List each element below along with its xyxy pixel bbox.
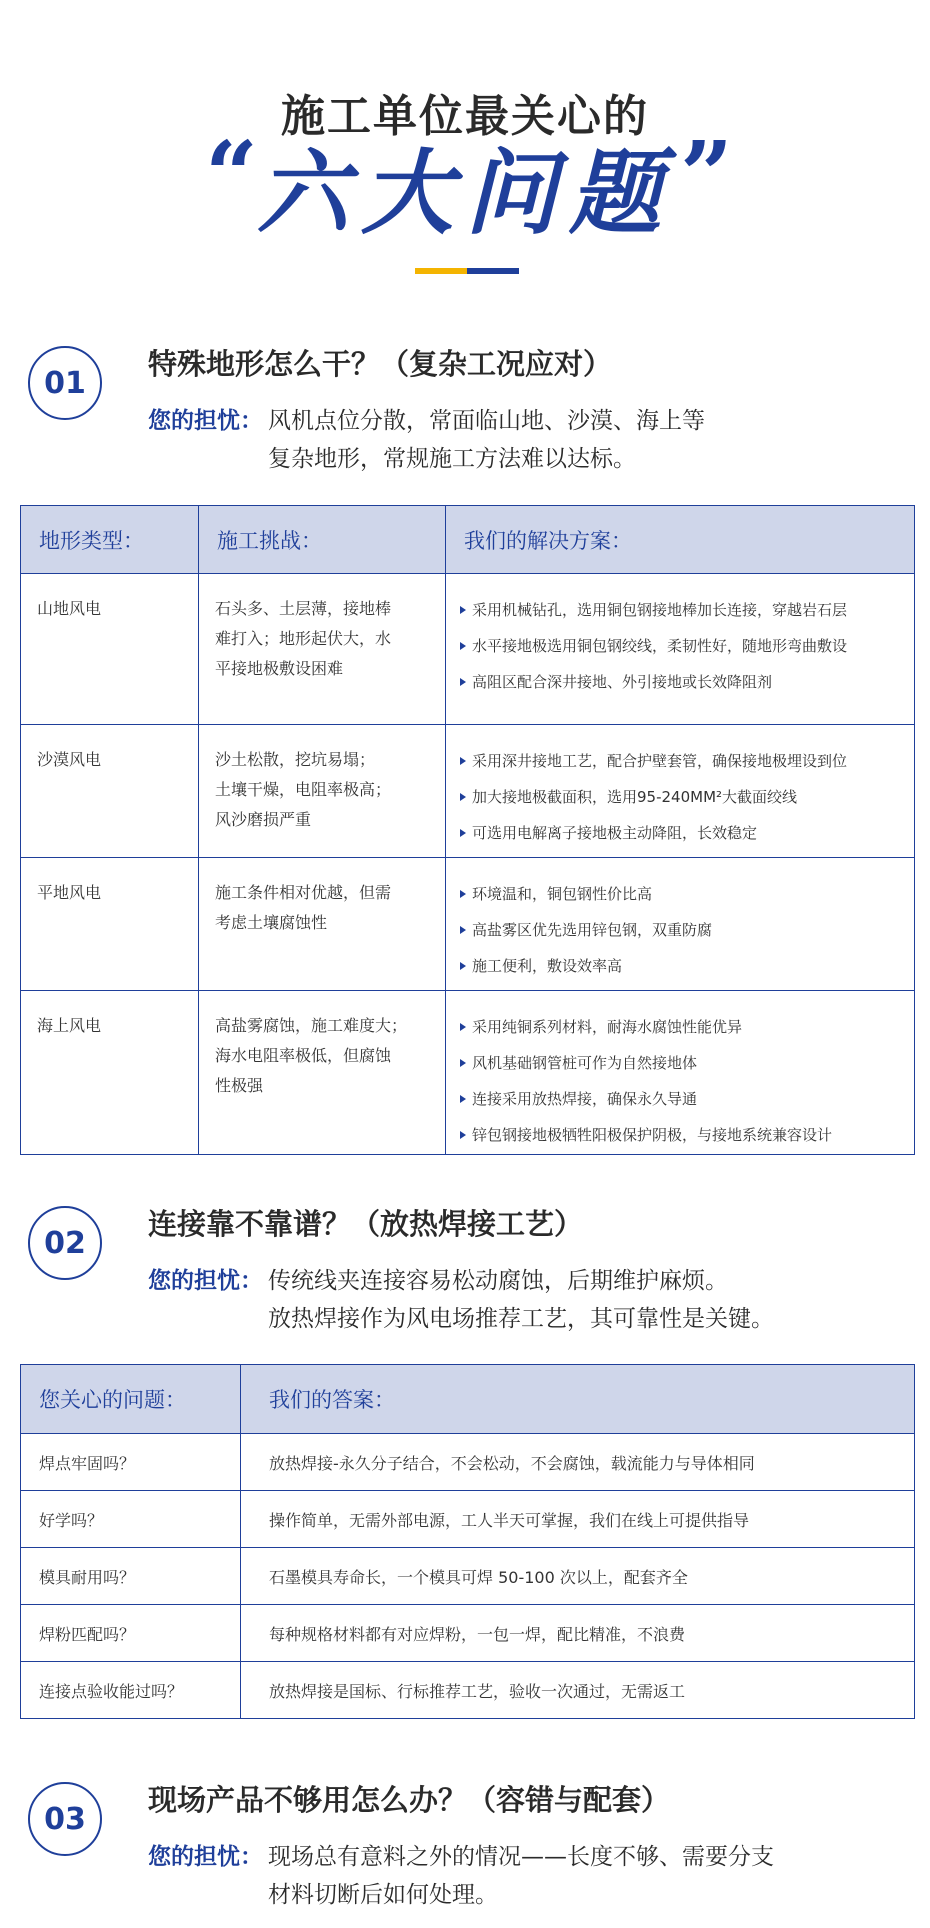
worry-line: 材料切断后如何处理。 — [268, 1882, 498, 1908]
solution-item: 环境温和，铜包钢性价比高 — [460, 876, 908, 912]
page-header — [0, 0, 930, 300]
solution-item: 施工便利，敷设效率高 — [460, 948, 908, 984]
challenge-line: 平接地极敷设困难 — [215, 659, 344, 678]
challenge-line: 沙土松散，挖坑易塌； — [215, 750, 376, 769]
table-header-row — [21, 1365, 915, 1434]
challenge-line: 施工条件相对优越，但需 — [215, 883, 392, 902]
terrain-type: 山地风电 — [21, 574, 199, 725]
divider-blue — [467, 268, 519, 274]
solution-item: 高阻区配合深井接地、外引接地或长效降阻剂 — [460, 664, 908, 700]
col-header-solution: 我们的解决方案： — [446, 506, 915, 574]
challenge-line: 海水电阻率极低，但腐蚀 — [215, 1046, 392, 1065]
table-row — [21, 725, 915, 858]
challenge-line: 高盐雾腐蚀，施工难度大； — [215, 1016, 408, 1035]
worry-line: 复杂地形，常规施工方法难以达标。 — [268, 446, 636, 472]
table-row — [21, 991, 915, 1155]
solution-item: 风机基础钢管桩可作为自然接地体 — [460, 1045, 908, 1081]
terrain-solutions — [446, 991, 915, 1155]
col-header-answer: 我们的答案： — [241, 1365, 915, 1434]
header-subtitle: 施工单位最关心的 — [281, 91, 649, 142]
challenge-line: 土壤干燥，电阻率极高； — [215, 780, 392, 799]
worry-line: 放热焊接作为风电场推荐工艺，其可靠性是关键。 — [268, 1306, 774, 1332]
worry-label: 您的担忧： — [148, 1268, 263, 1294]
challenge-line: 石头多、土层薄，接地棒 — [215, 599, 392, 618]
qa-answer: 石墨模具寿命长，一个模具可焊 50-100 次以上，配套齐全 — [241, 1548, 915, 1605]
solution-item: 水平接地极选用铜包钢绞线，柔韧性好，随地形弯曲敷设 — [460, 628, 908, 664]
table-row — [21, 1548, 915, 1605]
qa-question: 连接点验收能过吗？ — [21, 1662, 241, 1719]
section-title: 现场产品不够用怎么办？（容错与配套） — [148, 1783, 671, 1817]
solution-item: 采用机械钻孔，选用铜包钢接地棒加长连接，穿越岩石层 — [460, 592, 908, 628]
qa-answer: 放热焊接是国标、行标推荐工艺，验收一次通过，无需返工 — [241, 1662, 915, 1719]
solution-item: 高盐雾区优先选用锌包钢，双重防腐 — [460, 912, 908, 948]
solution-item: 采用深井接地工艺，配合护壁套管，确保接地极埋设到位 — [460, 743, 908, 779]
col-header-question: 您关心的问题： — [21, 1365, 241, 1434]
solution-item: 加大接地极截面积，选用95-240MM²大截面绞线 — [460, 779, 908, 815]
table-row — [21, 1491, 915, 1548]
col-header-challenge: 施工挑战： — [199, 506, 446, 574]
solution-item: 采用纯铜系列材料，耐海水腐蚀性能优异 — [460, 1009, 908, 1045]
close-quote-mark: ” — [680, 121, 733, 229]
section-title: 特殊地形怎么干？（复杂工况应对） — [148, 347, 613, 381]
col-header-terrain: 地形类型： — [21, 506, 199, 574]
table-row — [21, 1434, 915, 1491]
terrain-type: 海上风电 — [21, 991, 199, 1155]
qa-table — [20, 1364, 915, 1719]
section-number: 01 — [28, 346, 102, 420]
qa-question: 焊粉匹配吗？ — [21, 1605, 241, 1662]
header-title: 六大问题 — [256, 139, 673, 247]
table-row — [21, 1662, 915, 1719]
qa-answer: 放热焊接-永久分子结合，不会松动，不会腐蚀，载流能力与导体相同 — [241, 1434, 915, 1491]
worry-label: 您的担忧： — [148, 1844, 263, 1870]
terrain-challenge — [199, 991, 446, 1155]
challenge-line: 性极强 — [215, 1076, 264, 1095]
terrain-solutions — [446, 574, 915, 725]
terrain-type: 平地风电 — [21, 858, 199, 991]
qa-answer: 每种规格材料都有对应焊粉，一包一焊，配比精准，不浪费 — [241, 1605, 915, 1662]
solution-item: 可选用电解离子接地极主动降阻，长效稳定 — [460, 815, 908, 851]
open-quote-mark: “ — [205, 121, 258, 229]
section-number: 03 — [28, 1782, 102, 1856]
section-number: 02 — [28, 1206, 102, 1280]
qa-question: 焊点牢固吗？ — [21, 1434, 241, 1491]
terrain-type: 沙漠风电 — [21, 725, 199, 858]
solution-item: 锌包钢接地极牺牲阳极保护阴极，与接地系统兼容设计 — [460, 1117, 908, 1153]
divider-yellow — [415, 268, 467, 274]
terrain-table — [20, 505, 915, 1155]
worry-line: 传统线夹连接容易松动腐蚀，后期维护麻烦。 — [268, 1268, 728, 1294]
terrain-challenge — [199, 574, 446, 725]
solution-item: 连接采用放热焊接，确保永久导通 — [460, 1081, 908, 1117]
section-title: 连接靠不靠谱？（放热焊接工艺） — [148, 1207, 584, 1241]
terrain-challenge — [199, 725, 446, 858]
table-row — [21, 858, 915, 991]
qa-question: 模具耐用吗？ — [21, 1548, 241, 1605]
terrain-solutions — [446, 858, 915, 991]
terrain-challenge — [199, 858, 446, 991]
challenge-line: 考虑土壤腐蚀性 — [215, 913, 328, 932]
worry-line: 风机点位分散，常面临山地、沙漠、海上等 — [268, 408, 705, 434]
qa-answer: 操作简单，无需外部电源，工人半天可掌握，我们在线上可提供指导 — [241, 1491, 915, 1548]
table-row — [21, 574, 915, 725]
worry-label: 您的担忧： — [148, 408, 263, 434]
challenge-line: 难打入；地形起伏大，水 — [215, 629, 392, 648]
worry-line: 现场总有意料之外的情况——长度不够、需要分支 — [268, 1844, 774, 1870]
terrain-solutions — [446, 725, 915, 858]
qa-question: 好学吗？ — [21, 1491, 241, 1548]
table-header-row — [21, 506, 915, 574]
challenge-line: 风沙磨损严重 — [215, 810, 312, 829]
table-row — [21, 1605, 915, 1662]
